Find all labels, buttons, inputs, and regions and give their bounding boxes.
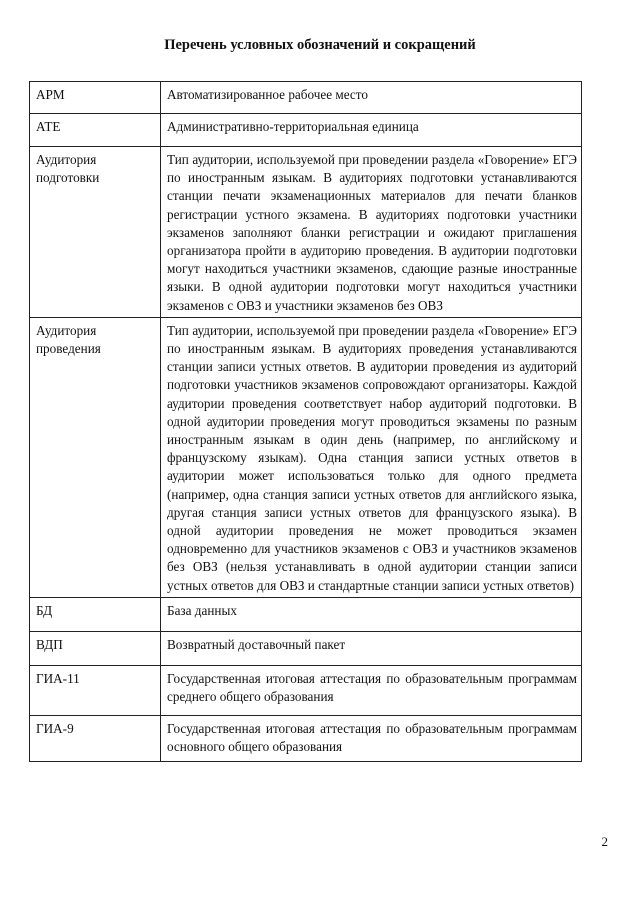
definition-cell: Административно-территориальная единица <box>161 114 582 147</box>
term-cell: ВДП <box>30 631 161 665</box>
definition-cell: Государственная итоговая аттестация по образовательным программам среднего общего образования <box>161 665 582 715</box>
table-row <box>30 114 582 147</box>
page-title: Перечень условных обозначений и сокращений <box>164 37 476 53</box>
definition-cell: База данных <box>161 597 582 631</box>
definition-cell: Тип аудитории, используемой при проведении раздела «Говорение» ЕГЭ по иностранным языкам. В аудиториях проведения устанавливаются станции записи устных ответов. В аудитории проведения из аудиторий подготовки участников экзаменов сопровождают организаторы. Каждой аудитории проведения соответствует набор аудиторий подготовки. В одной аудитории проведения могут проводиться экзамены по разным иностранным языкам в один день (например, по английскому и французскому языкам). Одна станция записи устных ответов в аудитории может использоваться только для одного предмета (например, одна станция записи устных ответов для английского языка, другая станция записи устных ответов для французского языка). В одной аудитории проведения не может проводиться экзамен одновременно для участников экзаменов с ОВЗ и участников экзаменов без ОВЗ (нельзя устанавливать в одной аудитории станции записи устных ответов для ОВЗ и стандартные станции записи устных ответов) <box>161 317 582 597</box>
table-row <box>30 317 582 597</box>
table-row <box>30 597 582 631</box>
term-cell: АРМ <box>30 82 161 114</box>
table-row <box>30 665 582 715</box>
term-cell: АТЕ <box>30 114 161 147</box>
table-row <box>30 147 582 318</box>
table-row <box>30 715 582 761</box>
definition-cell: Государственная итоговая аттестация по образовательным программам основного общего образования <box>161 715 582 761</box>
term-cell: Аудитория подготовки <box>30 147 161 318</box>
abbreviations-table <box>29 81 582 762</box>
table-row <box>30 82 582 114</box>
definition-cell: Тип аудитории, используемой при проведении раздела «Говорение» ЕГЭ по иностранным языкам. В аудиториях подготовки устанавливаются станции печати экзаменационных материалов для печати бланков регистрации устного экзамена. В аудиториях подготовки участники экзаменов заполняют бланки регистрации и ожидают приглашения организатора пройти в аудиторию проведения. В аудитории подготовки могут находиться участники экзаменов, сдающие разные иностранные языки. В одной аудитории подготовки могут находиться участники экзаменов с ОВЗ и участники экзаменов без ОВЗ <box>161 147 582 318</box>
term-cell: Аудитория проведения <box>30 317 161 597</box>
term-cell: ГИА-11 <box>30 665 161 715</box>
page-number: 2 <box>601 834 608 849</box>
definition-cell: Автоматизированное рабочее место <box>161 82 582 114</box>
definition-cell: Возвратный доставочный пакет <box>161 631 582 665</box>
term-cell: ГИА-9 <box>30 715 161 761</box>
table-row <box>30 631 582 665</box>
term-cell: БД <box>30 597 161 631</box>
